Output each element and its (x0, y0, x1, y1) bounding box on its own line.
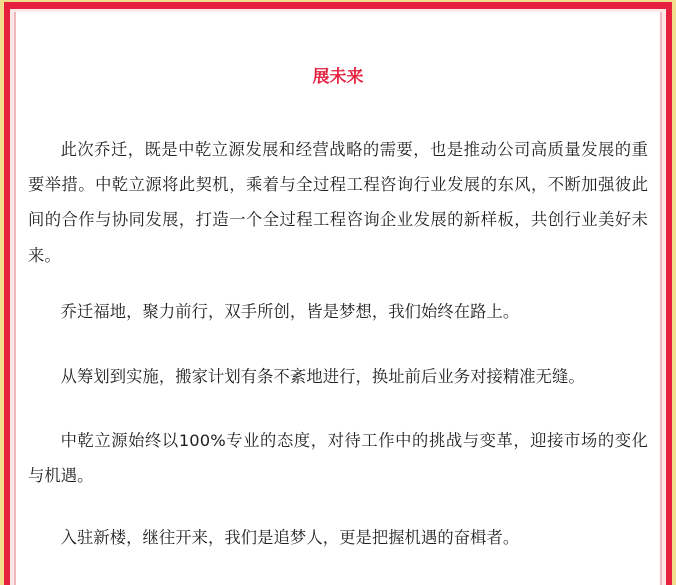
paragraph-professional: 中乾立源始终以100%专业的态度，对待工作中的挑战与变革，迎接市场的变化与机遇。 (28, 431, 648, 486)
paragraph-planning: 从筹划到实施，搬家计划有条不紊地进行，换址前后业务对接精准无缝。 (60, 367, 585, 386)
paragraph-relocation: 此次乔迁，既是中乾立源发展和经营战略的需要，也是推动公司高质量发展的重要举措。中乾立源将此契机，乘着与全过程工程咨询行业发展的东风，不断加强彼此间的合作与协同发展，打造一个全过程工程咨询企业发展的新样板，共创行业美好未来。 (28, 140, 648, 265)
paragraph-moving-forward: 乔迁福地，聚力前行，双手所创，皆是梦想，我们始终在路上。 (60, 302, 520, 321)
paragraph-new-building: 入驻新楼，继往开来，我们是追梦人，更是把握机遇的奋楫者。 (60, 528, 520, 547)
article-heading: 展未来 (312, 67, 364, 87)
